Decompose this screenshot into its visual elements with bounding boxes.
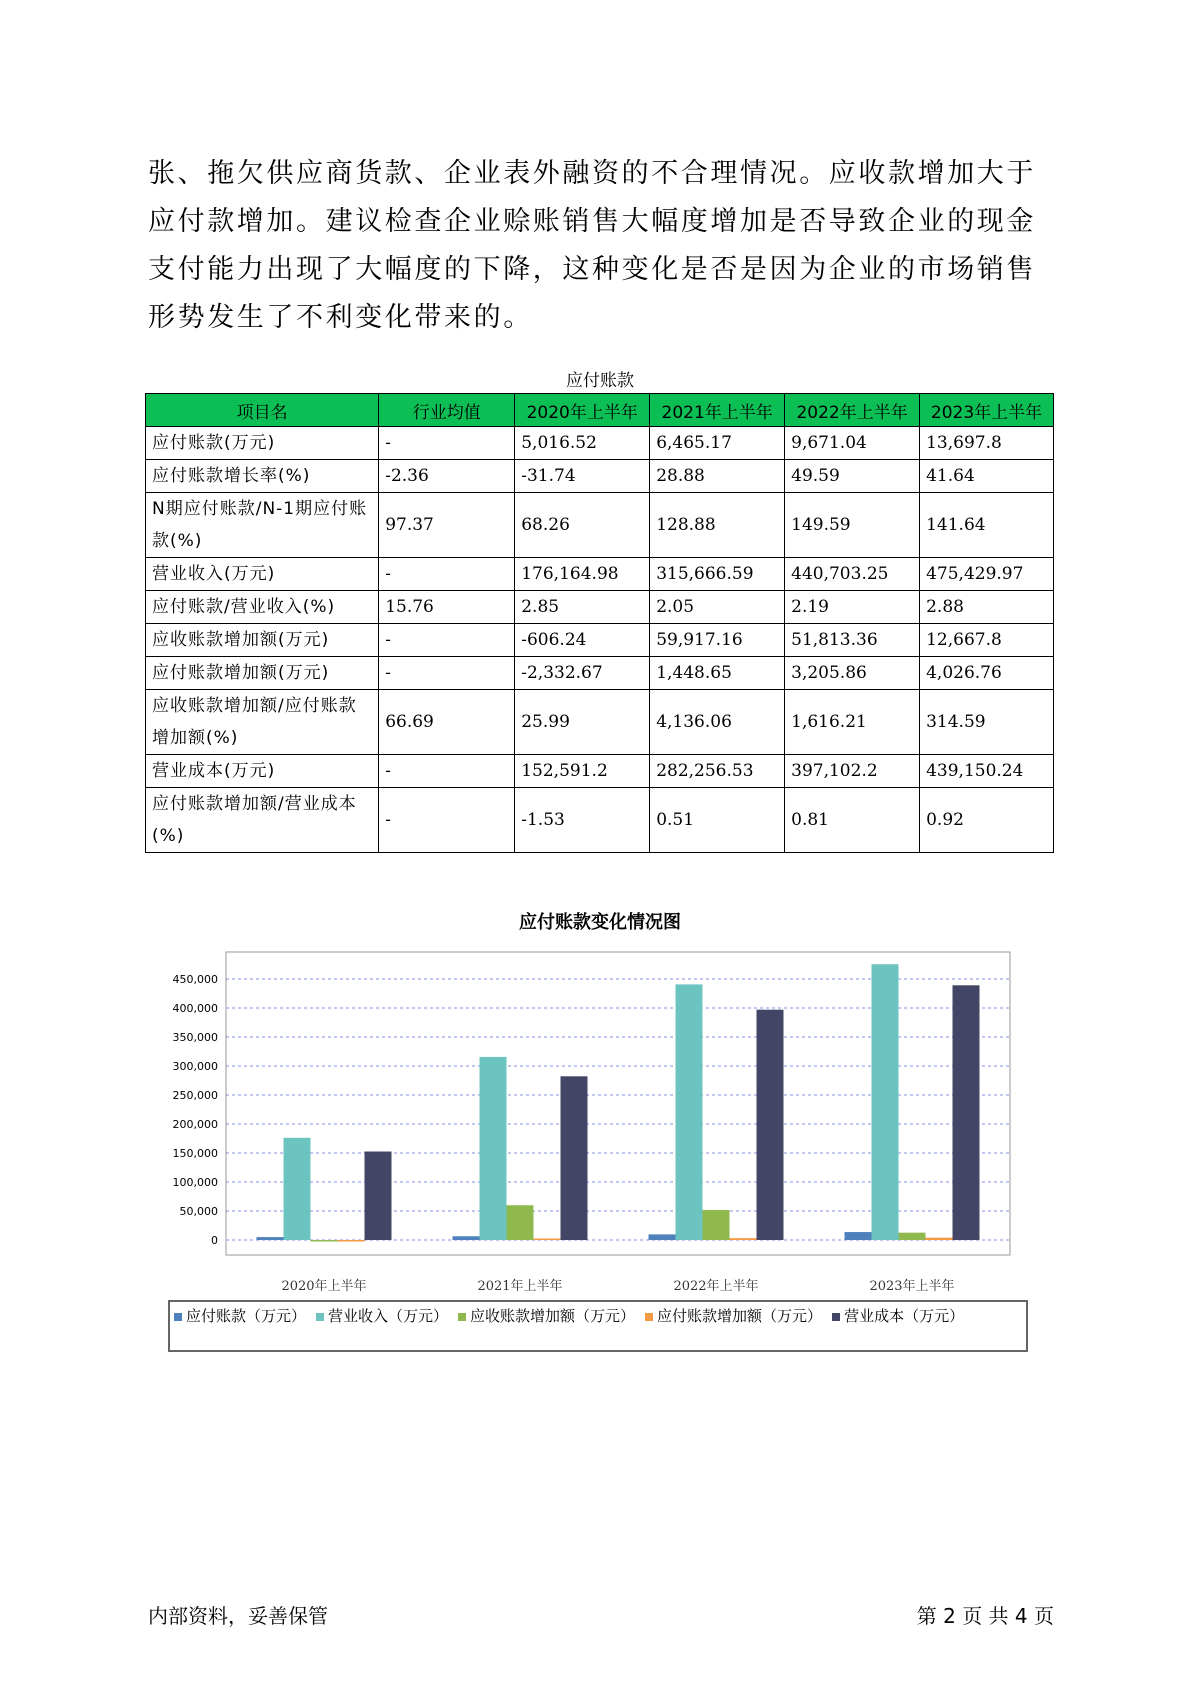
table-cell: 应收账款增加额/应付账款增加额(%) bbox=[146, 690, 379, 755]
table-cell: 51,813.36 bbox=[785, 624, 920, 657]
table-cell: 2.88 bbox=[920, 591, 1054, 624]
bar bbox=[453, 1236, 480, 1240]
body-paragraph: 张、拖欠供应商货款、企业表外融资的不合理情况。应收款增加大于应付款增加。建议检查企业赊账销售大幅度增加是否导致企业的现金支付能力出现了大幅度的下降，这种变化是否是因为企业的市场销售形势发生了不利变化带来的。 bbox=[148, 158, 1036, 333]
table-cell: 1,448.65 bbox=[650, 657, 785, 690]
bar bbox=[649, 1234, 676, 1240]
legend-swatch bbox=[316, 1313, 324, 1321]
y-tick-label: 300,000 bbox=[172, 1060, 218, 1073]
table-cell: - bbox=[379, 788, 515, 853]
table-row bbox=[146, 591, 1054, 624]
table-cell: 475,429.97 bbox=[920, 558, 1054, 591]
table-cell: 25.99 bbox=[515, 690, 650, 755]
header-cell: 行业均值 bbox=[379, 394, 515, 427]
table-cell: 66.69 bbox=[379, 690, 515, 755]
table-cell: 2.85 bbox=[515, 591, 650, 624]
table-cell: -2.36 bbox=[379, 460, 515, 493]
table-cell: 41.64 bbox=[920, 460, 1054, 493]
y-tick-label: 50,000 bbox=[179, 1205, 218, 1218]
table-cell: 440,703.25 bbox=[785, 558, 920, 591]
legend-label: 营业收入（万元） bbox=[328, 1307, 449, 1325]
table-cell: - bbox=[379, 755, 515, 788]
bar bbox=[730, 1238, 757, 1240]
table-cell: - bbox=[379, 624, 515, 657]
bar bbox=[561, 1076, 588, 1240]
legend-label: 营业成本（万元） bbox=[844, 1307, 965, 1325]
x-tick-label: 2023年上半年 bbox=[869, 1279, 955, 1294]
table-cell: 0.92 bbox=[920, 788, 1054, 853]
header-cell: 2020年上半年 bbox=[515, 394, 650, 427]
table-cell: 2.19 bbox=[785, 591, 920, 624]
bar bbox=[899, 1233, 926, 1240]
header-cell: 项目名 bbox=[146, 394, 379, 427]
x-tick-label: 2021年上半年 bbox=[477, 1279, 563, 1294]
bar bbox=[926, 1238, 953, 1240]
table-cell: 128.88 bbox=[650, 493, 785, 558]
table-row bbox=[146, 427, 1054, 460]
bar bbox=[257, 1237, 284, 1240]
header-cell: 2022年上半年 bbox=[785, 394, 920, 427]
y-tick-label: 450,000 bbox=[172, 973, 218, 986]
header-cell: 2021年上半年 bbox=[650, 394, 785, 427]
table-cell: -2,332.67 bbox=[515, 657, 650, 690]
table-cell: 149.59 bbox=[785, 493, 920, 558]
table-cell: 4,136.06 bbox=[650, 690, 785, 755]
legend-label: 应付账款增加额（万元） bbox=[657, 1307, 823, 1325]
legend-item bbox=[458, 1304, 635, 1328]
table-cell: -31.74 bbox=[515, 460, 650, 493]
legend-item bbox=[316, 1304, 448, 1328]
y-tick-label: 350,000 bbox=[172, 1031, 218, 1044]
x-tick-label: 2022年上半年 bbox=[673, 1279, 759, 1294]
table-cell: 5,016.52 bbox=[515, 427, 650, 460]
table-cell: 营业成本(万元) bbox=[146, 755, 379, 788]
table-cell: 应付账款增加额(万元) bbox=[146, 657, 379, 690]
table-cell: 应收账款增加额(万元) bbox=[146, 624, 379, 657]
legend-label: 应付账款（万元） bbox=[186, 1307, 307, 1325]
bar bbox=[676, 984, 703, 1240]
y-tick-label: 150,000 bbox=[172, 1147, 218, 1160]
table-cell: 59,917.16 bbox=[650, 624, 785, 657]
y-tick-label: 200,000 bbox=[172, 1118, 218, 1131]
table-cell: 152,591.2 bbox=[515, 755, 650, 788]
bar bbox=[284, 1138, 311, 1240]
table-row bbox=[146, 460, 1054, 493]
table-cell: 3,205.86 bbox=[785, 657, 920, 690]
table-cell: 应付账款增加额/营业成本(%) bbox=[146, 788, 379, 853]
table-row bbox=[146, 657, 1054, 690]
table-cell: 439,150.24 bbox=[920, 755, 1054, 788]
table-cell: 0.51 bbox=[650, 788, 785, 853]
table-cell: 9,671.04 bbox=[785, 427, 920, 460]
bar bbox=[757, 1010, 784, 1240]
table-row bbox=[146, 788, 1054, 853]
bar bbox=[703, 1210, 730, 1240]
bar bbox=[872, 964, 899, 1240]
table-header-row bbox=[146, 394, 1054, 427]
bar bbox=[480, 1057, 507, 1240]
table-row bbox=[146, 755, 1054, 788]
footer-page-number: 第 2 页 共 4 页 bbox=[916, 1604, 1054, 1628]
chart-legend bbox=[168, 1300, 1028, 1352]
table-cell: - bbox=[379, 558, 515, 591]
legend-swatch bbox=[832, 1313, 840, 1321]
table-row bbox=[146, 624, 1054, 657]
table-cell: 15.76 bbox=[379, 591, 515, 624]
table-cell: - bbox=[379, 657, 515, 690]
table-cell: 应付账款增长率(%) bbox=[146, 460, 379, 493]
legend-swatch bbox=[645, 1313, 653, 1321]
table-cell: 应付账款/营业收入(%) bbox=[146, 591, 379, 624]
table-cell: 13,697.8 bbox=[920, 427, 1054, 460]
header-cell: 2023年上半年 bbox=[920, 394, 1054, 427]
table-cell: 176,164.98 bbox=[515, 558, 650, 591]
table-title: 应付账款 bbox=[566, 371, 634, 391]
table-cell: 2.05 bbox=[650, 591, 785, 624]
bar bbox=[534, 1239, 561, 1241]
table-cell: 68.26 bbox=[515, 493, 650, 558]
bar bbox=[845, 1232, 872, 1240]
table-cell: N期应付账款/N-1期应付账款(%) bbox=[146, 493, 379, 558]
table-row bbox=[146, 690, 1054, 755]
legend-swatch bbox=[458, 1313, 466, 1321]
table-cell: -1.53 bbox=[515, 788, 650, 853]
table-row bbox=[146, 558, 1054, 591]
table-cell: -606.24 bbox=[515, 624, 650, 657]
bar bbox=[311, 1240, 338, 1242]
table-cell: 141.64 bbox=[920, 493, 1054, 558]
table-cell: 49.59 bbox=[785, 460, 920, 493]
chart-title: 应付账款变化情况图 bbox=[519, 912, 681, 933]
table-cell: 397,102.2 bbox=[785, 755, 920, 788]
payables-table bbox=[145, 393, 1054, 853]
table-row bbox=[146, 493, 1054, 558]
legend-swatch bbox=[174, 1313, 182, 1321]
bar bbox=[953, 985, 980, 1240]
bar-chart bbox=[148, 935, 1028, 1295]
table-cell: 应付账款(万元) bbox=[146, 427, 379, 460]
bar bbox=[365, 1151, 392, 1240]
table-cell: 282,256.53 bbox=[650, 755, 785, 788]
table-cell: 314.59 bbox=[920, 690, 1054, 755]
bar bbox=[338, 1240, 365, 1242]
bar bbox=[507, 1205, 534, 1240]
table-cell: 1,616.21 bbox=[785, 690, 920, 755]
legend-item bbox=[832, 1304, 964, 1328]
table-cell: - bbox=[379, 427, 515, 460]
table-cell: 97.37 bbox=[379, 493, 515, 558]
legend-item bbox=[174, 1304, 306, 1328]
table-cell: 4,026.76 bbox=[920, 657, 1054, 690]
table-cell: 28.88 bbox=[650, 460, 785, 493]
y-tick-label: 250,000 bbox=[172, 1089, 218, 1102]
legend-item bbox=[645, 1304, 822, 1328]
y-tick-label: 0 bbox=[211, 1234, 218, 1247]
table-cell: 6,465.17 bbox=[650, 427, 785, 460]
y-tick-label: 100,000 bbox=[172, 1176, 218, 1189]
table-cell: 0.81 bbox=[785, 788, 920, 853]
table-cell: 12,667.8 bbox=[920, 624, 1054, 657]
x-tick-label: 2020年上半年 bbox=[281, 1279, 367, 1294]
table-cell: 营业收入(万元) bbox=[146, 558, 379, 591]
y-tick-label: 400,000 bbox=[172, 1002, 218, 1015]
legend-label: 应收账款增加额（万元） bbox=[470, 1307, 636, 1325]
footer-confidential: 内部资料，妥善保管 bbox=[148, 1604, 328, 1628]
table-cell: 315,666.59 bbox=[650, 558, 785, 591]
